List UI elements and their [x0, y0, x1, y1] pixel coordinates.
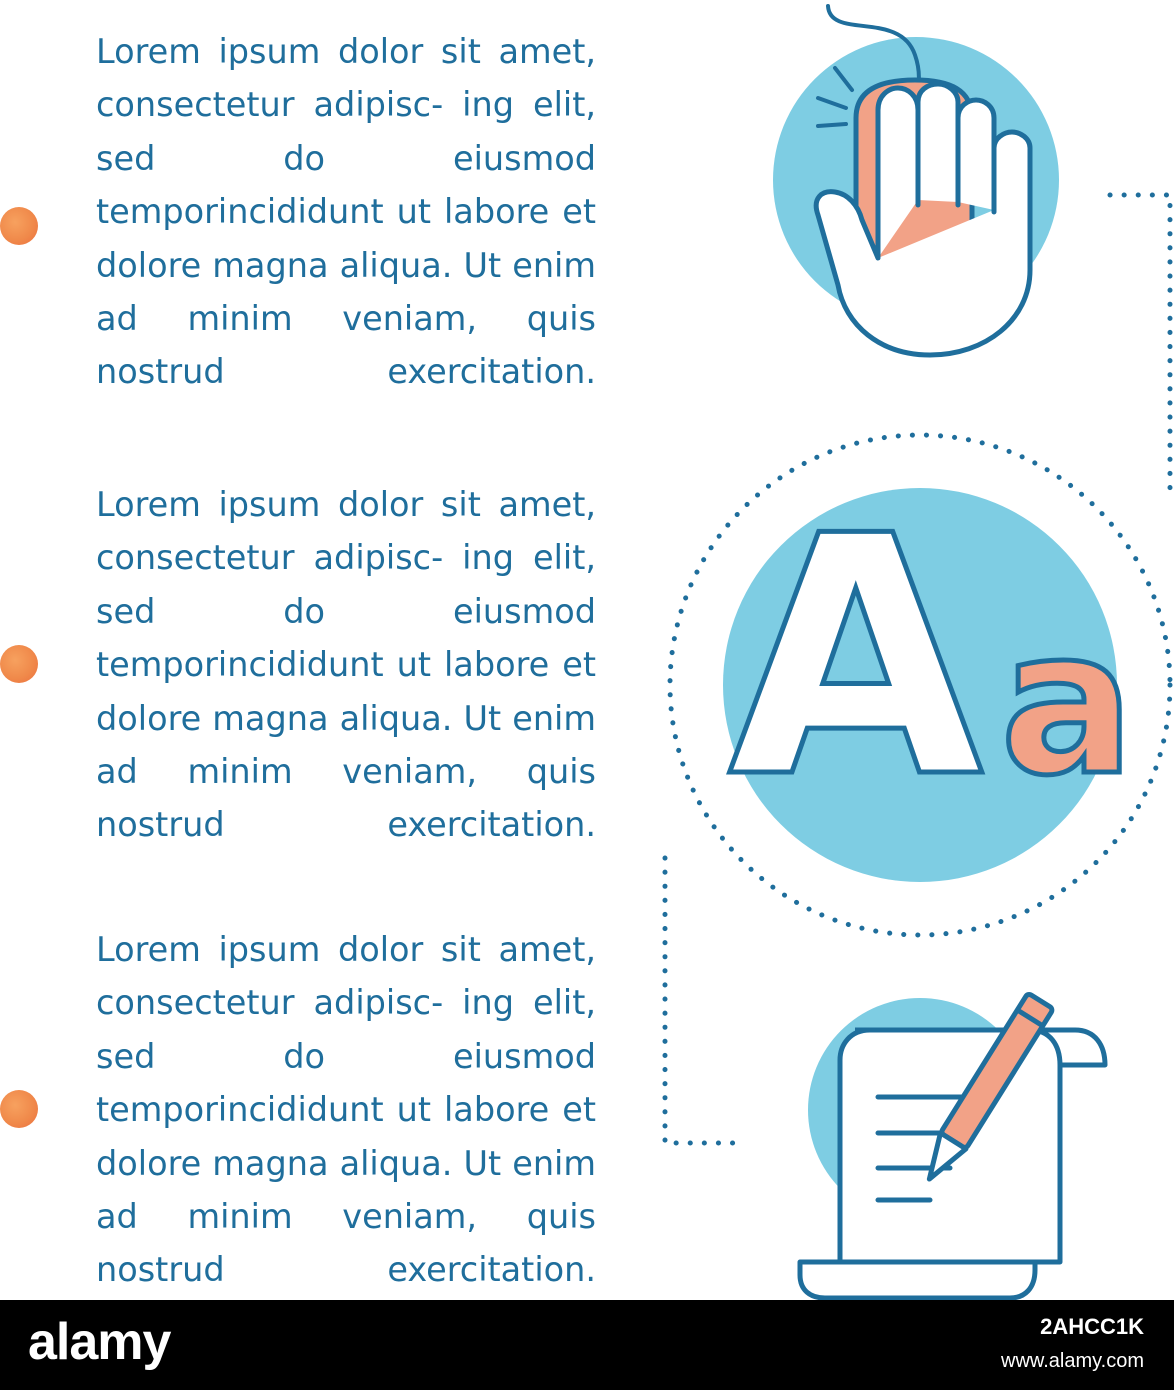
- paragraph-1: Lorem ipsum dolor sit amet, consectetur adipisc- ing elit, sed do eiusmod temporincididunt ut labore et dolore magna aliqua. Ut enim ad minim veniam, quis nostrud exercitation.: [96, 32, 596, 392]
- big-letter-a: A: [728, 466, 984, 850]
- paragraph-2: Lorem ipsum dolor sit amet, consectetur adipisc- ing elit, sed do eiusmod temporincididunt ut labore et dolore magna aliqua. Ut enim ad minim veniam, quis nostrud exercitation.: [96, 485, 596, 845]
- connector-bottom: [665, 858, 745, 1143]
- small-letter-a: a: [1000, 587, 1135, 820]
- hand-mouse-click-icon: [773, 6, 1059, 355]
- font-aa-icon: [670, 435, 1170, 935]
- paragraph-3: Lorem ipsum dolor sit amet, consectetur adipisc- ing elit, sed do eiusmod temporincididunt ut labore et dolore magna aliqua. Ut enim ad minim veniam, quis nostrud exercitation.: [96, 930, 596, 1290]
- footer-bar: [0, 1300, 1174, 1390]
- document-pencil-icon: [800, 993, 1105, 1298]
- footer-url: www.alamy.com: [1001, 1350, 1144, 1372]
- connector-top: [1110, 195, 1170, 490]
- footer-logo: alamy: [28, 1313, 171, 1371]
- footer-image-id: 2AHCC1K: [1040, 1314, 1144, 1339]
